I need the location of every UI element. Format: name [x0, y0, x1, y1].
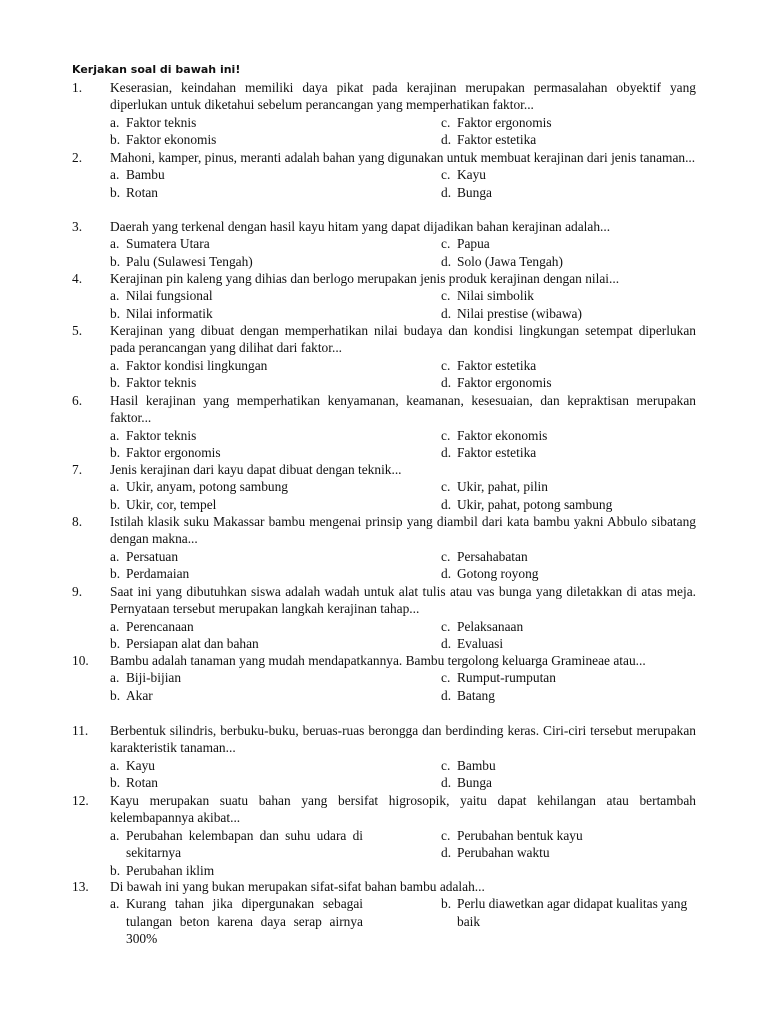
option-a[interactable]: a. Nilai fungsional [110, 288, 213, 304]
option-c[interactable]: c. Papua [441, 236, 490, 252]
question-text: Jenis kerajinan dari kayu dapat dibuat dengan teknik... [110, 462, 402, 477]
question-text: Mahoni, kamper, pinus, meranti adalah bahan yang digunakan untuk membuat kerajinan dari jenis tanaman... [110, 150, 696, 165]
option-b[interactable]: b. Rotan [110, 775, 158, 791]
question-5 [72, 322, 696, 392]
question-text: Istilah klasik suku Makassar bambu mengenai prinsip yang diambil dari kata bambu yakni Abbulo sibatang dengan makna... [110, 514, 696, 547]
option-d[interactable]: d. Faktor estetika [441, 132, 537, 148]
option-a[interactable]: a. Faktor kondisi lingkungan [110, 357, 268, 373]
option-b[interactable]: b. Perdamaian [110, 566, 190, 582]
question-text: Keserasian, keindahan memiliki daya pikat pada kerajinan merupakan permasalahan obyektif yang diperlukan untuk diketahui sebelum perancangan yang memperhatikan faktor... [110, 80, 696, 113]
question-12 [72, 792, 696, 879]
question-text: Bambu adalah tanaman yang mudah mendapatkannya. Bambu tergolong keluarga Gramineae atau... [110, 653, 646, 668]
option-b[interactable]: b. Perubahan iklim [110, 862, 215, 878]
question-4 [72, 270, 696, 322]
option-c[interactable]: c. Pelaksanaan [441, 618, 524, 634]
option-b[interactable]: b. Perlu diawetkan agar didapat kualitas yang baik [441, 896, 688, 929]
option-d[interactable]: d. Faktor ergonomis [441, 375, 552, 391]
question-number: 12. [72, 793, 89, 808]
option-c[interactable]: c. Kayu [441, 167, 487, 183]
question-11 [72, 722, 696, 792]
option-c[interactable]: c. Persahabatan [441, 548, 528, 564]
option-b[interactable]: b. Faktor ekonomis [110, 132, 217, 148]
option-d[interactable]: d. Gotong royong [441, 566, 539, 582]
question-text: Kerajinan yang dibuat dengan memperhatikan nilai budaya dan kondisi lingkungan setempat diperlukan pada perancangan yang dilihat dari faktor... [110, 323, 696, 356]
question-number: 11. [72, 723, 89, 738]
option-d[interactable]: d. Ukir, pahat, potong sambung [441, 496, 613, 512]
question-text: Berbentuk silindris, berbuku-buku, beruas-ruas berongga dan berdinding keras. Ciri-ciri tersebut merupakan karakteristik tanaman... [110, 723, 696, 756]
option-c[interactable]: c. Rumput-rumputan [441, 670, 556, 686]
question-7 [72, 461, 696, 513]
question-text: Kayu merupakan suatu bahan yang bersifat higrosopik, yaitu dapat kehilangan atau bertambah kelembapannya akibat... [110, 793, 696, 826]
question-text: Hasil kerajinan yang memperhatikan kenyamanan, keamanan, kesesuaian, dan kepraktisan merupakan faktor... [110, 393, 696, 426]
option-a[interactable]: a. Bambu [110, 167, 165, 183]
option-b[interactable]: b. Ukir, cor, tempel [110, 496, 217, 512]
question-number: 5. [72, 323, 83, 338]
question-text: Kerajinan pin kaleng yang dihias dan berlogo merupakan jenis produk kerajinan dengan nilai... [110, 271, 620, 286]
option-d[interactable]: d. Faktor estetika [441, 445, 537, 461]
question-9 [72, 583, 696, 653]
option-b[interactable]: b. Faktor ergonomis [110, 445, 221, 461]
option-a[interactable]: a. Kurang tahan jika dipergunakan sebagai tulangan beton karena daya serap airnya 300% [110, 896, 363, 947]
question-number: 8. [72, 514, 83, 529]
question-text: Saat ini yang dibutuhkan siswa adalah wadah untuk alat tulis atau vas bunga yang diletakkan di atas meja. Pernyataan tersebut merupakan langkah kerajinan tahap... [110, 584, 696, 617]
option-b[interactable]: b. Akar [110, 687, 153, 703]
question-number: 6. [72, 393, 83, 408]
option-c[interactable]: c. Faktor estetika [441, 357, 537, 373]
question-13 [72, 878, 696, 947]
option-c[interactable]: c. Ukir, pahat, pilin [441, 479, 548, 495]
option-d[interactable]: d. Bunga [441, 775, 492, 791]
question-text: Daerah yang terkenal dengan hasil kayu hitam yang dapat dijadikan bahan kerajinan adalah... [110, 219, 611, 234]
question-number: 9. [72, 584, 83, 599]
option-a[interactable]: a. Ukir, anyam, potong sambung [110, 479, 288, 495]
question-6 [72, 392, 696, 462]
option-d[interactable]: d. Perubahan waktu [441, 845, 550, 861]
option-a[interactable]: a. Persatuan [110, 548, 179, 564]
option-d[interactable]: d. Batang [441, 687, 495, 703]
question-number: 3. [72, 219, 83, 234]
question-1 [72, 79, 696, 149]
option-b[interactable]: b. Rotan [110, 184, 158, 200]
option-d[interactable]: d. Evaluasi [441, 636, 504, 652]
option-d[interactable]: d. Bunga [441, 184, 492, 200]
option-a[interactable]: a. Perencanaan [110, 618, 194, 634]
question-number: 1. [72, 80, 83, 95]
option-b[interactable]: b. Nilai informatik [110, 305, 213, 321]
option-c[interactable]: c. Perubahan bentuk kayu [441, 827, 583, 843]
option-a[interactable]: a. Perubahan kelembapan dan suhu udara di sekitarnya [110, 827, 363, 861]
question-number: 4. [72, 271, 83, 286]
option-a[interactable]: a. Kayu [110, 757, 156, 773]
option-c[interactable]: c. Faktor ergonomis [441, 114, 552, 130]
option-c[interactable]: c. Bambu [441, 757, 496, 773]
question-text: Di bawah ini yang bukan merupakan sifat-sifat bahan bambu adalah... [110, 879, 485, 894]
option-b[interactable]: b. Faktor teknis [110, 375, 197, 391]
option-c[interactable]: c. Nilai simbolik [441, 288, 534, 304]
question-10 [72, 652, 696, 704]
question-8 [72, 513, 696, 583]
question-3 [72, 218, 696, 270]
option-d[interactable]: d. Solo (Jawa Tengah) [441, 253, 563, 269]
option-a[interactable]: a. Biji-bijian [110, 670, 182, 686]
question-number: 13. [72, 879, 89, 894]
option-a[interactable]: a. Sumatera Utara [110, 236, 210, 252]
question-number: 10. [72, 653, 89, 668]
option-a[interactable]: a. Faktor teknis [110, 427, 197, 443]
option-d[interactable]: d. Nilai prestise (wibawa) [441, 305, 582, 321]
instruction-heading: Kerjakan soal di bawah ini! [72, 63, 241, 76]
question-2 [72, 149, 696, 201]
option-c[interactable]: c. Faktor ekonomis [441, 427, 548, 443]
option-b[interactable]: b. Palu (Sulawesi Tengah) [110, 253, 253, 269]
question-number: 2. [72, 150, 83, 165]
option-b[interactable]: b. Persiapan alat dan bahan [110, 636, 259, 652]
option-a[interactable]: a. Faktor teknis [110, 114, 197, 130]
question-number: 7. [72, 462, 83, 477]
